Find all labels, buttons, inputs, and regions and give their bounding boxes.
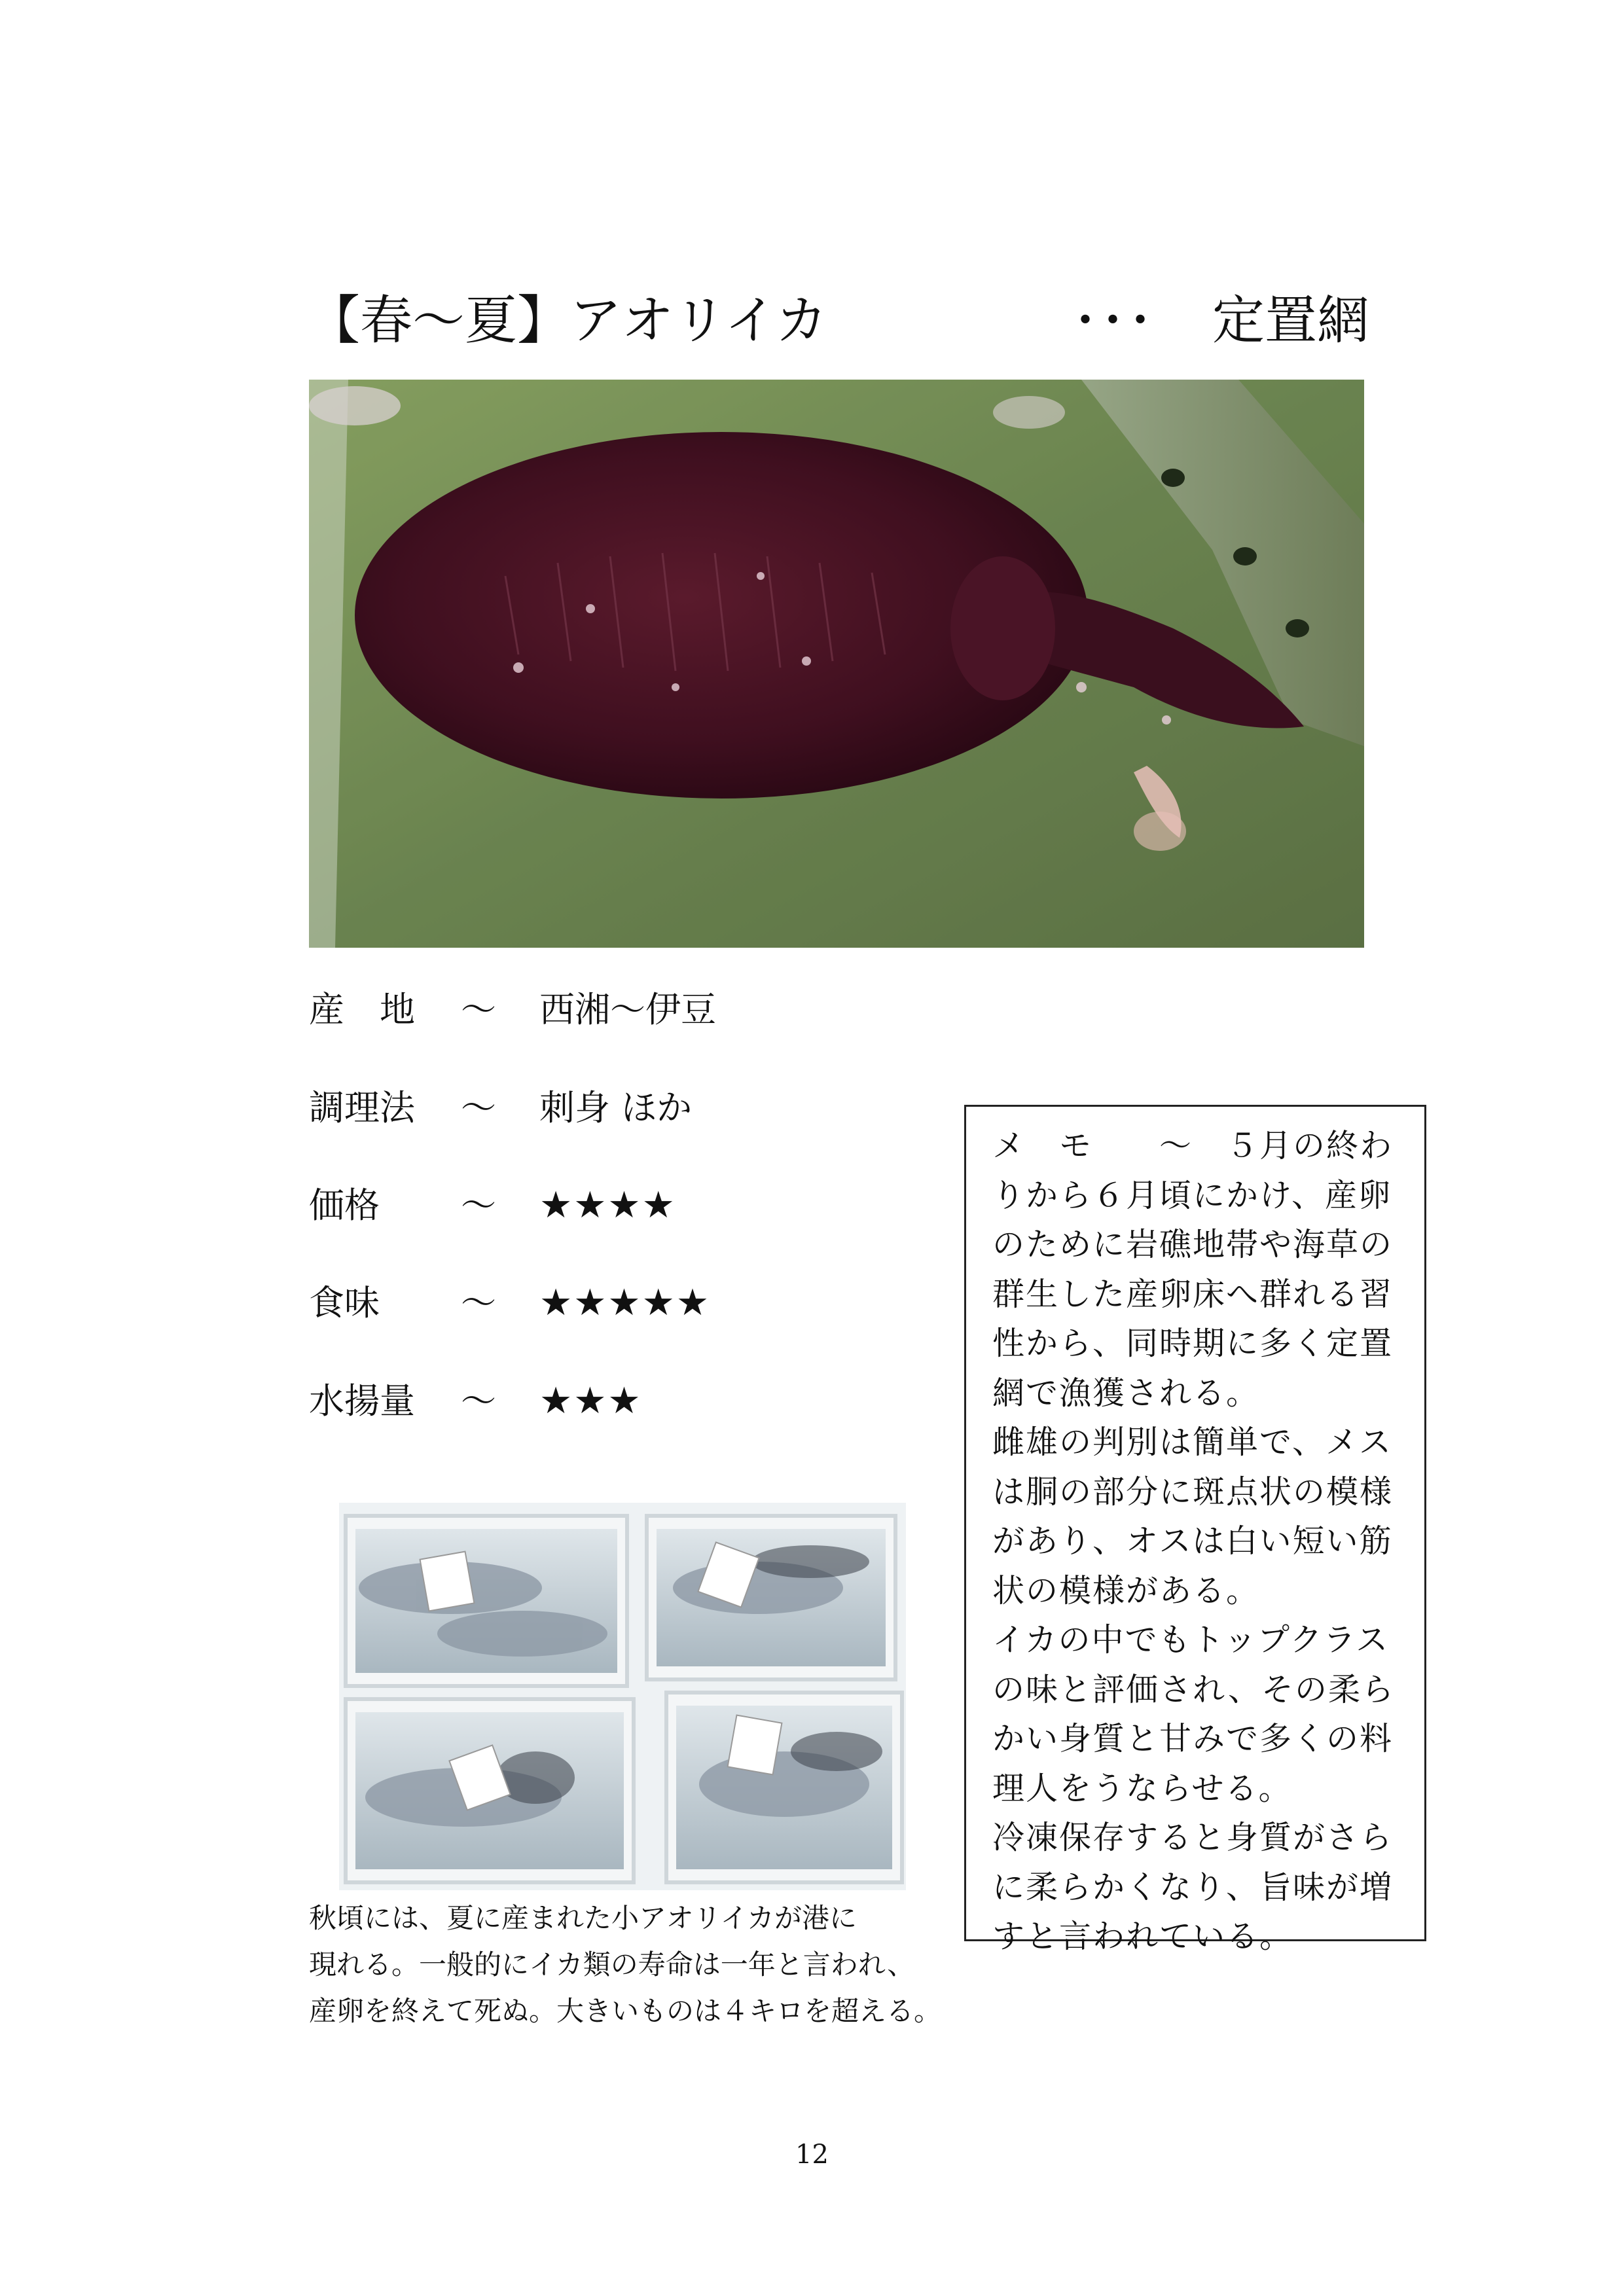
caption-line-1: 秋頃には、夏に産まれた小アオリイカが港に [309,1902,857,1934]
catch-tilde: ～ [461,1380,496,1422]
caption-line-2: 現れる。一般的にイカ類の寿命は一年と言われ、 [309,1948,915,1981]
memo-paragraph-3: イカの中でもトップクラスの味と評価され、その柔らかい身質と甘みで多くの料理人をうならせる。 [992,1621,1395,1807]
cooking-tilde: ～ [461,1087,496,1128]
info-row-cooking [309,1079,964,1138]
taste-label: 食味 [309,1282,380,1323]
info-row-taste [309,1274,964,1333]
catch-star-rating: ★★★ [539,1380,642,1422]
cooking-label: 調理法 [309,1087,415,1128]
cooking-value: 刺身 ほか [539,1087,693,1128]
catch-label: 水揚量 [309,1380,415,1422]
page-title: 【春～夏】アオリイカ [308,290,828,351]
origin-label: 産 地 [309,989,415,1030]
origin-value: 西湘～伊豆 [539,989,716,1030]
memo-paragraph-4: 冷凍保存すると身質がさらに柔らかくなり、旨味が増すと言われている。 [992,1819,1394,1955]
caption-line-3: 産卵を終えて死ぬ。大きいものは４キロを超える。 [309,1995,942,2027]
price-star-rating: ★★★★ [539,1184,676,1227]
price-tilde: ～ [461,1185,496,1226]
price-label: 価格 [309,1185,380,1226]
market-photo [339,1503,906,1890]
origin-tilde: ～ [461,989,496,1030]
squid-photo [309,380,1364,948]
photo-caption [309,1895,964,2034]
info-row-catch [309,1372,964,1431]
info-row-origin [309,980,964,1039]
title-separator-dots: ･･･ [1074,293,1157,348]
page-number: 12 [795,2140,829,2170]
info-row-price [309,1176,964,1235]
memo-text [992,1121,1405,1962]
taste-tilde: ～ [461,1282,496,1323]
memo-box [964,1105,1426,1955]
taste-star-rating: ★★★★★ [539,1282,711,1324]
memo-paragraph-2: 雌雄の判別は簡単で、メスは胴の部分に斑点状の模様があり、オスは白い短い筋状の模様がある。 [992,1424,1394,1609]
memo-paragraph-1: メ モ ～ ５月の終わりから６月頃にかけ、産卵のために岩礁地帯や海草の群生した産卵床へ群れる習性から、同時期に多く定置網で漁獲される。 [992,1127,1394,1412]
fishing-method-title: 定置網 [1212,290,1369,351]
